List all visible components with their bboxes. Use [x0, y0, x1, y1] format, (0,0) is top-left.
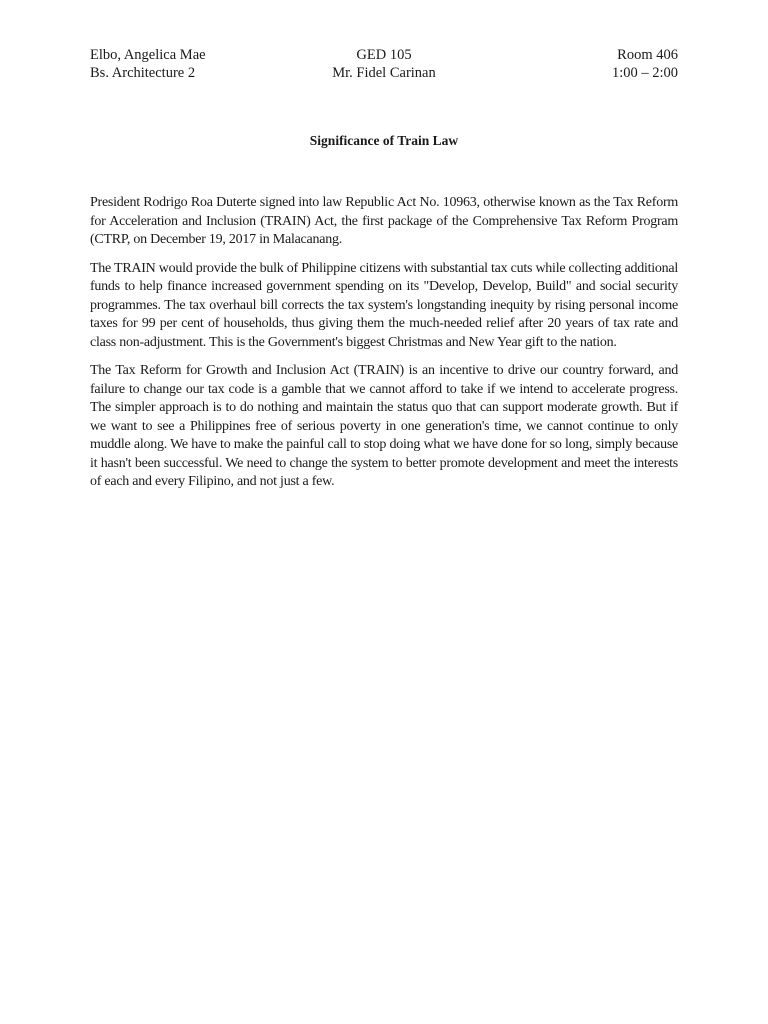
paragraph-3: The Tax Reform for Growth and Inclusion Act (TRAIN) is an incentive to drive our country forward, and failure to change our tax code is a gamble that we cannot afford to take if we intend to accelerate progress. The simpler approach is to do nothing and maintain the status quo that can support moderate growth. But if we want to see a Philippines free of serious poverty in one generation's time, we cannot continue to only muddle along. We have to make the painful call to stop doing what we have done for so long, simply because it hasn't been successful. We need to change the system to better promote development and meet the interests of each and every Filipino, and not just a few.	[90, 363, 678, 489]
instructor: Mr. Fidel Carinan	[332, 65, 436, 81]
course-code: GED 105	[356, 47, 412, 63]
paragraph-1: President Rodrigo Roa Duterte signed into law Republic Act No. 10963, otherwise known as the Tax Reform for Acceleration and Inclusion (TRAIN) Act, the first package of the Comprehensive Tax Reform Program (CTRP, on December 19, 2017 in Malacanang.	[90, 195, 678, 247]
program: Bs. Architecture 2	[90, 65, 196, 81]
header-row-2	[90, 64, 678, 82]
student-name: Elbo, Angelica Mae	[90, 47, 206, 63]
paragraph-2: The TRAIN would provide the bulk of Philippine citizens with substantial tax cuts while collecting additional funds to help finance increased government spending on its "Develop, Develop, Build" and social security programmes. The tax overhaul bill corrects the tax system's longstanding inequity by rising personal income taxes for 99 per cent of households, thus giving them the much-needed relief after 20 years of tax rate and class non-adjustment. This is the Government's biggest Christmas and New Year gift to the nation.	[90, 260, 678, 350]
header-row-1	[90, 46, 678, 64]
document-title: Significance of Train Law	[309, 133, 459, 148]
document-body	[90, 194, 678, 502]
schedule: 1:00 – 2:00	[611, 65, 678, 81]
room: Room 406	[617, 47, 678, 63]
document-header	[90, 46, 678, 82]
